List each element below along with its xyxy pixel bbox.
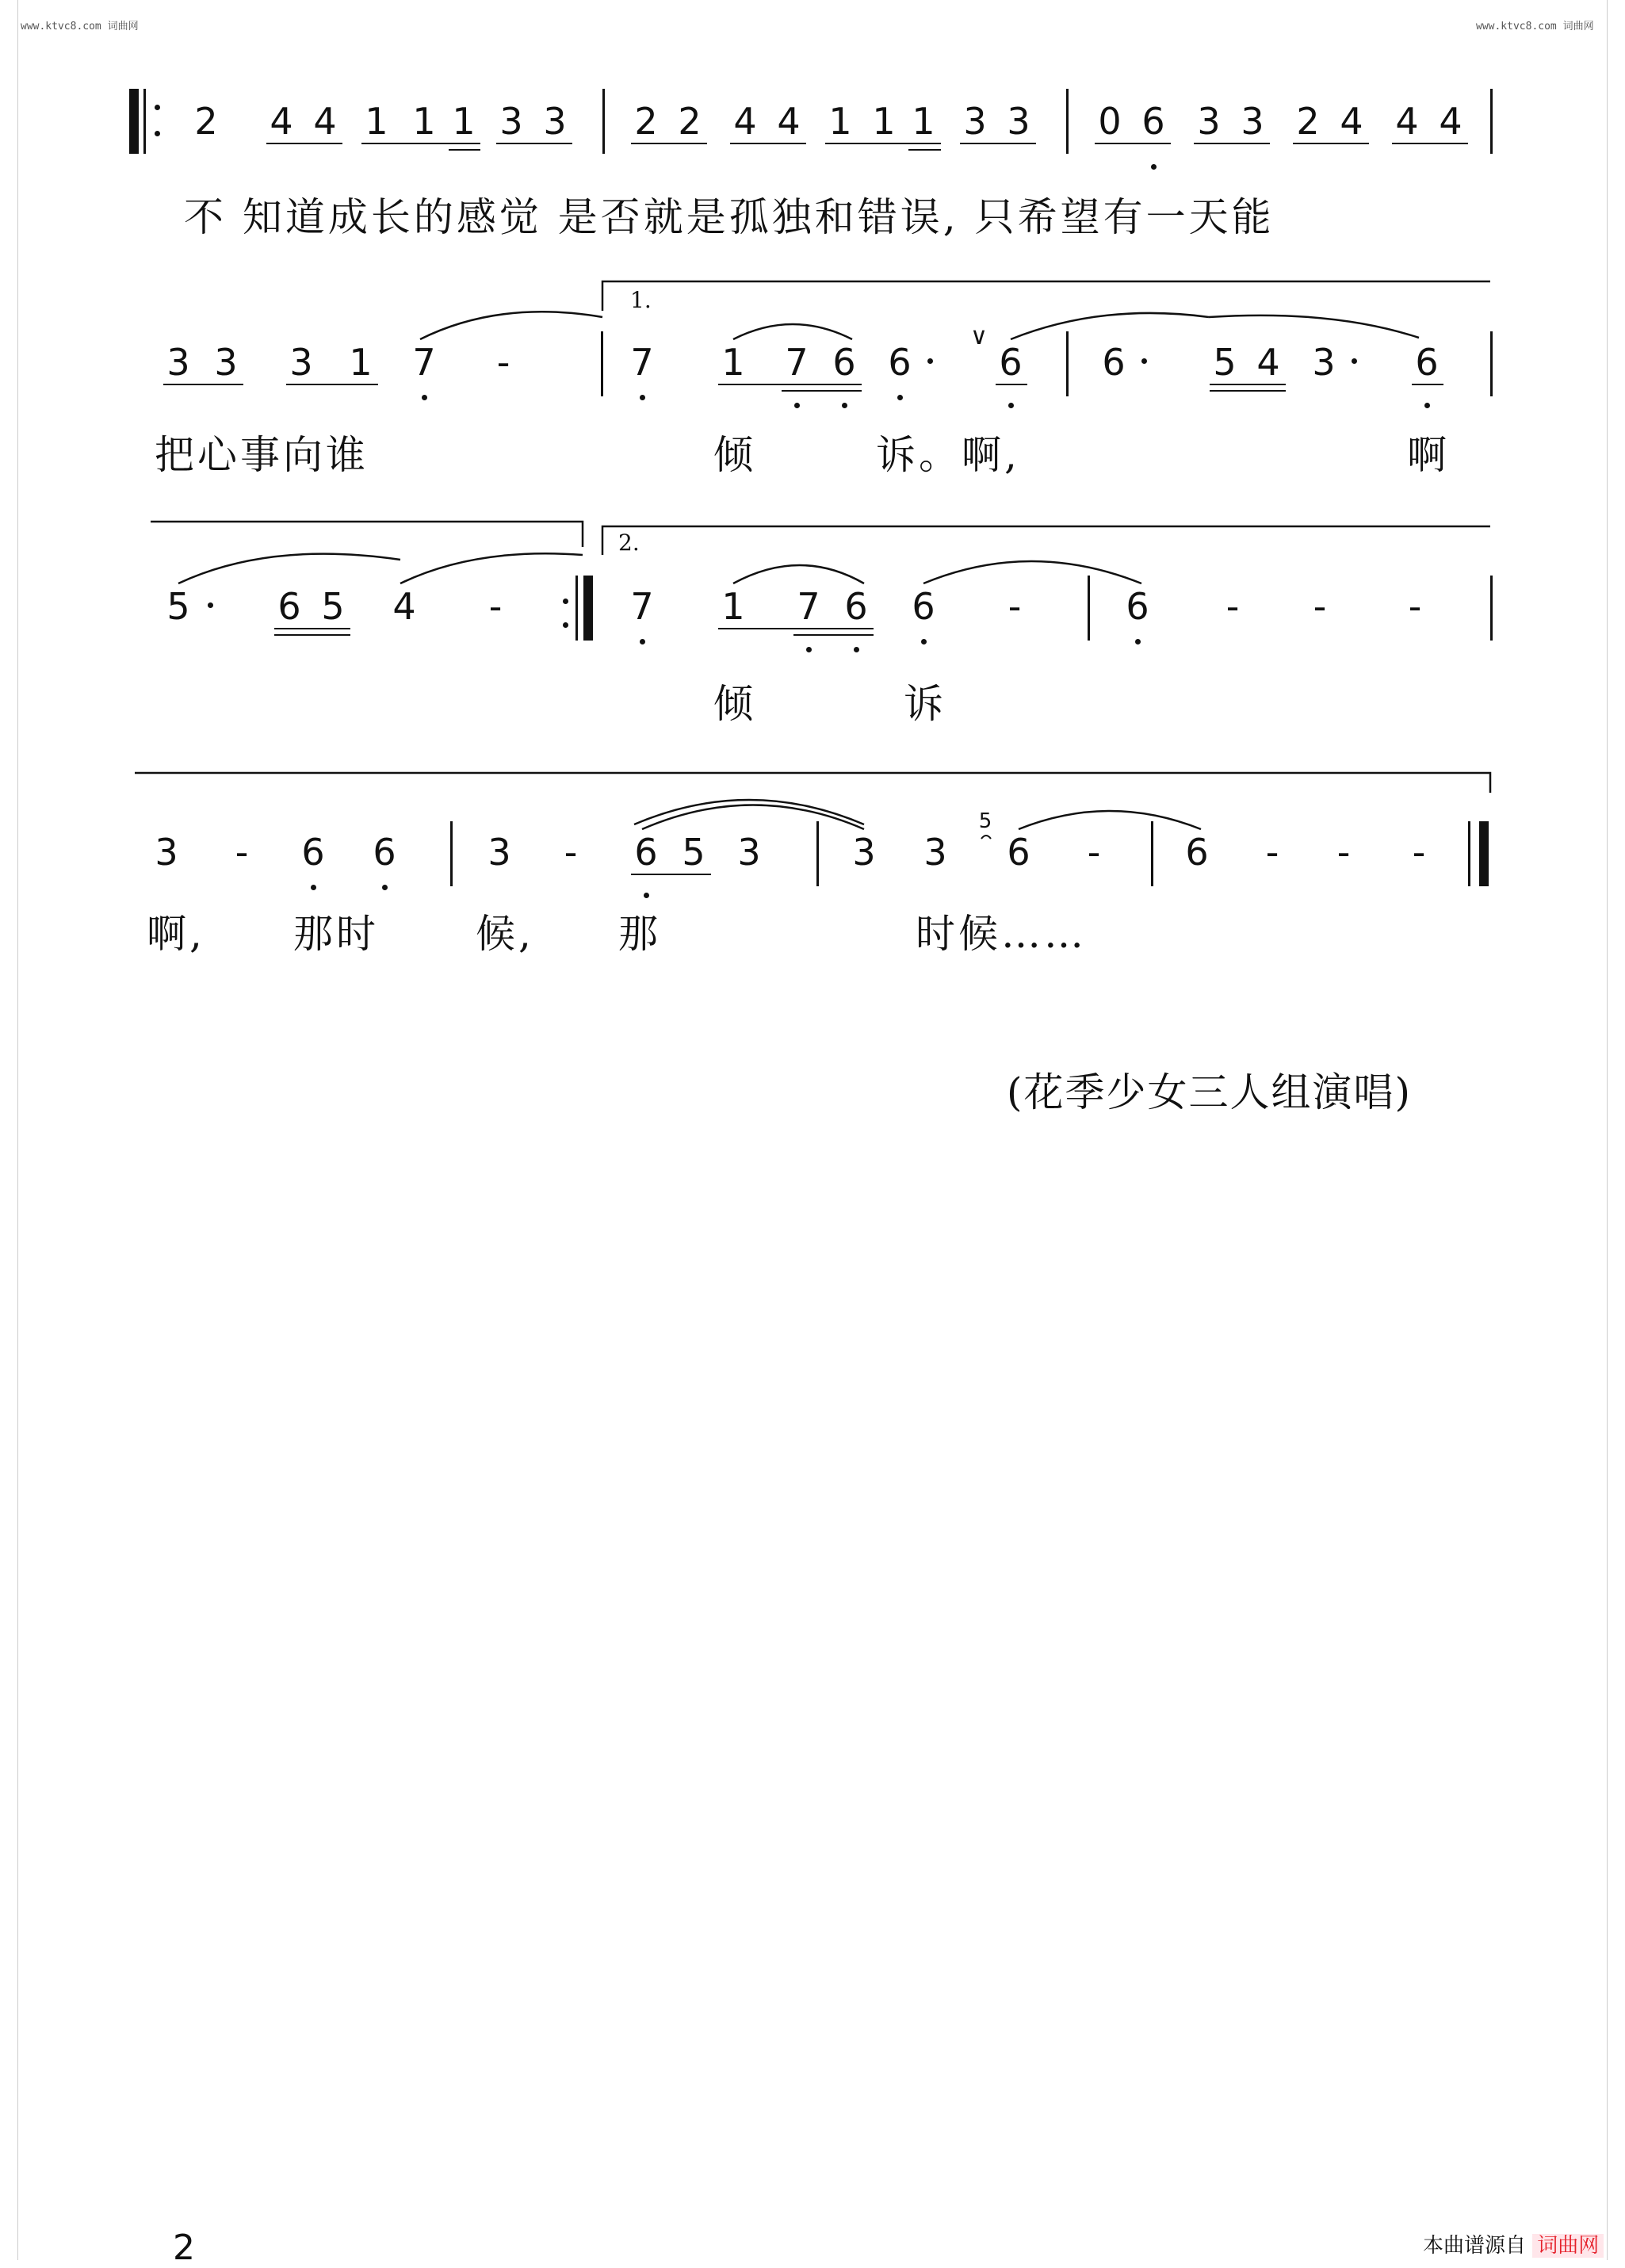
note: - [1008,585,1022,628]
note: - [1336,831,1351,874]
watermark-site: www.ktvc8.com [21,21,101,33]
lyric-line-2: 把心事向谁 [155,432,369,478]
note: - [488,585,503,628]
watermark-name: 词曲网 [1562,21,1594,33]
note: - [1087,831,1101,874]
note: 3 [543,100,567,143]
note: 6 [634,831,658,874]
note: 6 [1126,585,1149,628]
note: 5 [682,831,705,874]
note: 2 [194,100,218,143]
note: 3 [737,831,761,874]
note: 3 [166,341,190,384]
slur [420,312,602,339]
volta-1-bracket-continuation [151,522,583,547]
note: 1 [349,341,373,384]
note: 1 [872,100,896,143]
lyric-line-1: 不 知道成长的感觉 是否就是孤独和错误, 只希望有一天能 [184,194,1275,240]
lyric-line-2-d: 啊 [1407,432,1450,478]
note: 6 [1141,100,1165,143]
note: 3 [488,831,511,874]
note: 4 [1439,100,1462,143]
note: 4 [1340,100,1363,143]
note: 5 [1213,341,1237,384]
lyric-line-3-a: 倾 [713,681,756,727]
slur [642,805,864,830]
lyric-line-4-c: 候, [476,911,534,957]
note: 1 [721,341,745,384]
note: 1 [412,100,436,143]
volta-2-label: 2. [618,530,640,556]
slur [1209,316,1419,338]
note: - [1225,585,1240,628]
lyric-line-4-a: 啊, [147,911,205,957]
note: 3 [1312,341,1336,384]
note: 3 [214,341,238,384]
lyric-line-3-b: 诉 [904,681,946,727]
note: 3 [155,831,178,874]
note: 2 [1296,100,1320,143]
slur [1019,811,1201,829]
note: 3 [1007,100,1030,143]
note: 1 [452,100,476,143]
note: 4 [313,100,337,143]
footer-source [1423,2229,1604,2258]
note: 7 [785,341,809,384]
note: 3 [963,100,987,143]
note: - [1265,831,1279,874]
slur [178,554,400,583]
slur [1011,313,1209,339]
grace-note: 5 [978,809,992,833]
note: 7 [630,585,654,628]
note: 6 [277,585,301,628]
note: 1 [828,100,852,143]
watermark-name: 词曲网 [107,21,139,33]
page-number: 2 [173,2228,195,2268]
note: 4 [392,585,416,628]
volta-1-label: 1. [630,287,652,313]
slur [923,561,1141,583]
note: 6 [912,585,935,628]
volta-2-bracket-continuation [135,773,1490,793]
note: 2 [678,100,702,143]
note: 1 [365,100,388,143]
note: - [496,341,510,384]
note: - [1313,585,1327,628]
note: - [1408,585,1422,628]
note: 6 [844,585,868,628]
note: 6 [373,831,396,874]
note: 6 [1415,341,1439,384]
note: - [564,831,578,874]
note: 6 [999,341,1023,384]
slur [733,565,864,583]
lyric-line-2-c: 诉。啊, [876,432,1020,478]
note: 3 [1241,100,1264,143]
note: - [235,831,249,874]
note: 3 [852,831,876,874]
note: 7 [797,585,820,628]
note: 7 [630,341,654,384]
note: 3 [499,100,523,143]
note: 6 [832,341,856,384]
note: 5 [166,585,190,628]
note: 7 [412,341,436,384]
note: 6 [301,831,325,874]
breath-mark: ∨ [970,323,988,350]
footer-source-link[interactable]: 词曲网 [1532,2234,1604,2258]
lyric-line-4-e: 时候…… [916,911,1087,957]
note: 3 [289,341,313,384]
lyric-line-4-d: 那 [618,911,661,957]
note: 4 [1256,341,1280,384]
lyric-line-2-b: 倾 [713,432,756,478]
watermark-site: www.ktvc8.com [1476,21,1557,33]
note: 5 [321,585,345,628]
slur [634,800,864,824]
note: 6 [1007,831,1030,874]
slur [733,324,852,339]
note: 4 [733,100,757,143]
note: - [1412,831,1426,874]
volta-1-bracket [602,281,1490,311]
note: 1 [721,585,745,628]
slur [400,553,583,583]
footer-source-label: 本曲谱源自 [1423,2234,1527,2258]
note: 2 [634,100,658,143]
note: 1 [912,100,935,143]
note: 3 [1197,100,1221,143]
lyric-line-4-b: 那时 [293,911,379,957]
note: 4 [1395,100,1419,143]
note: 4 [777,100,801,143]
grace-slur [981,836,991,839]
note: 6 [888,341,912,384]
note: 6 [1185,831,1209,874]
note: 4 [270,100,293,143]
volta-2-bracket [602,526,1490,555]
note: 0 [1098,100,1122,143]
note: 3 [923,831,947,874]
performer-credit: (花季少女三人组演唱) [1007,1069,1413,1115]
note: 6 [1102,341,1126,384]
